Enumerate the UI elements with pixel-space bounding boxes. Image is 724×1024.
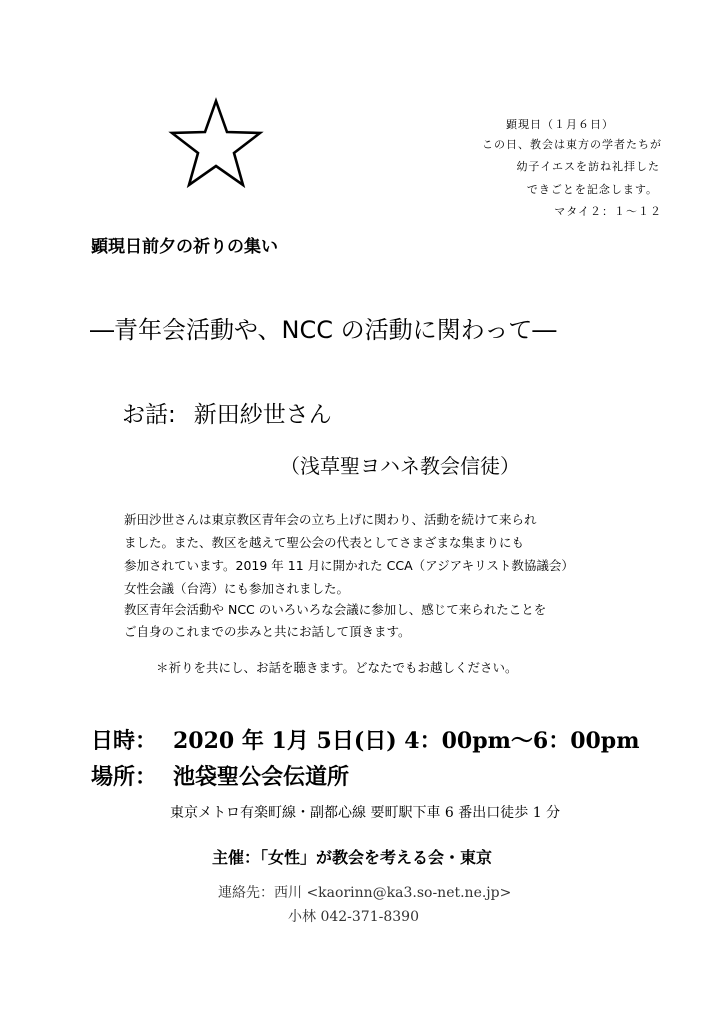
talk-label: お話: [122,402,176,428]
description-line: ご自身のこれまでの歩みと共にお話して頂きます。 [124,624,411,639]
epiphany-note-line: できごとを記念します。 [526,183,658,196]
description-line: 女性会議（台湾）にも参加されました。 [124,581,350,596]
epiphany-note-line: 幼子イエスを訪ね礼拝した [516,160,660,173]
invitation-text: ＊祈りを共にし、お話を聴きます。どなたでもお越しください。 [156,660,518,675]
description-line: 新田沙世さんは東京教区青年会の立ち上げに関わり、活動を続けて来られ [124,512,537,527]
place-label: 場所： [91,764,158,790]
description-line: ました。また、教区を越えて聖公会の代表としてさまざまな集まりにも [124,535,525,550]
date-value: 2020 年 1月 5日(日) 4：00pm～6：00pm [173,728,640,754]
speaker-affiliation: （浅草聖ヨハネ教会信徒） [280,454,520,478]
epiphany-note-line: 顕現日（１月６日） [506,118,614,131]
date-row [91,724,639,755]
place-row [91,760,349,791]
description-line: 参加されています。2019 年 11 月に開かれた CCA（アジアキリスト教協議会） [124,558,574,573]
speaker-name: 新田紗世さん [193,402,332,428]
epiphany-note-line: この日、教会は東方の学者たちが [482,138,662,151]
date-label: 日時： [91,728,158,754]
event-subtitle: ―青年会活動や、NCC の活動に関わって― [90,316,557,344]
place-value: 池袋聖公会伝道所 [173,764,350,790]
contact-line: 小林 042-371-8390 [288,909,419,925]
organizer: 主催：「女性」が教会を考える会・東京 [212,848,493,867]
star-icon [166,95,266,195]
epiphany-note-line: マタイ２：１～１２ [554,205,662,218]
access-directions: 東京メトロ有楽町線・副都心線 要町駅下車 6 番出口徒歩 1 分 [170,805,561,821]
event-label: 顕現日前夕の祈りの集い [91,237,278,257]
contact-line: 連絡先：西川 <kaorinn@ka3.so-net.ne.jp> [218,885,512,901]
talk-speaker-line [122,396,332,429]
description-line: 教区青年会活動や NCC のいろいろな会議に参加し、感じて来られたことを [124,602,547,617]
